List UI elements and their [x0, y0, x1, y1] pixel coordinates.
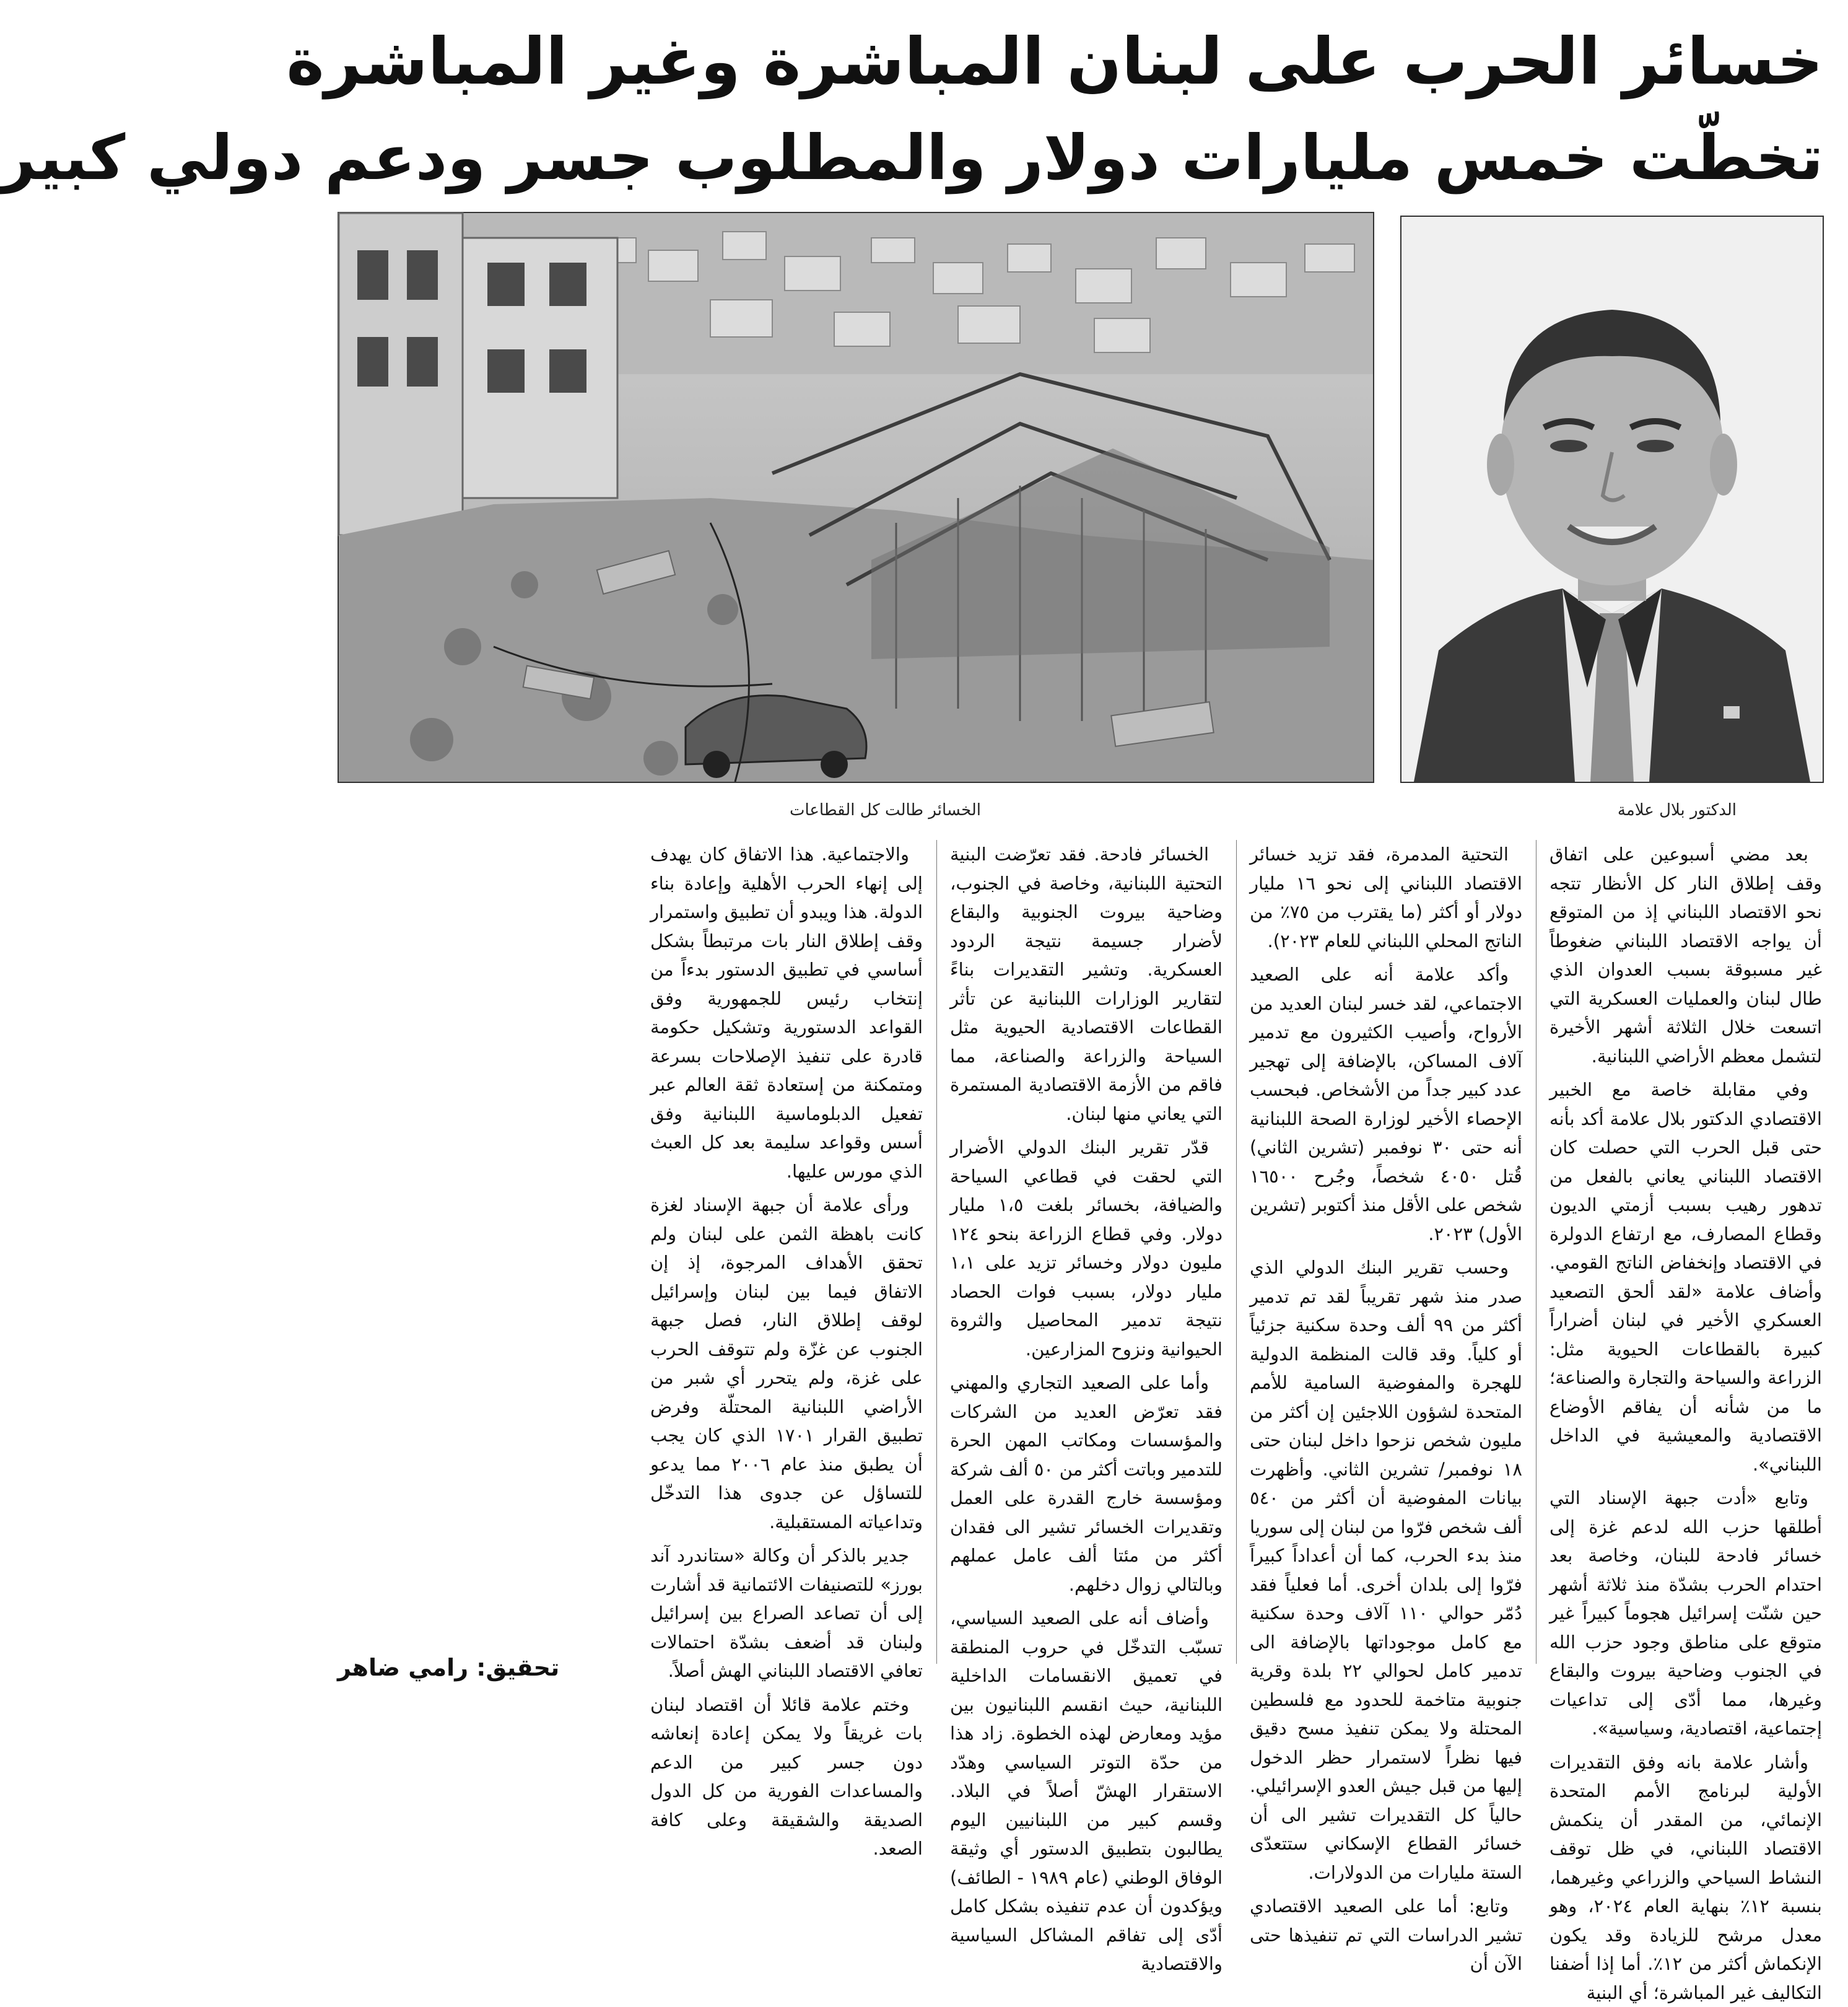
- article-column-3: [950, 840, 1223, 1664]
- paragraph: ورأى علامة أن جبهة الإسناد لغزة كانت باهظة الثمن على لبنان ولم تحقق الأهداف المرجوة، إذ إن الاتفاق فيما بين لبنان وإسرائيل لوقف إطلاق النار، فصل جبهة الجنوب عن غزّة ولم تتوقف الحرب على غزة، ولم يتحرر أي شبر من الأراضي اللبنانية المحتلّة وفرض تطبيق القرار ١٧٠١ الذي كان يجب أن يطبق منذ عام ٢٠٠٦ مما يدعو للتساؤل عن جدوى هذا التدخّل وتداعياته المستقبلية.: [650, 1191, 923, 1536]
- paragraph: وفي مقابلة خاصة مع الخبير الاقتصادي الدكتور بلال علامة أكد بأنه حتى قبل الحرب التي حصلت كان الاقتصاد اللبناني يعاني بالفعل من تدهور رهيب بسبب أزمتي الديون وقطاع المصارف، مع ارتفاع الدولرة في الاقتصاد وإنخفاض الناتج القومي. وأضاف علامة «لقد ألحق التصعيد العسكري الأخير في لبنان أضراراً كبيرة بالقطاعات الحيوية مثل: الزراعة والسياحة والتجارة والصناعة؛ ما من شأنه أن يفاقم الأوضاع الاقتصادية والمعيشية في الداخل اللبناني».: [1549, 1075, 1822, 1479]
- destruction-photo: [338, 212, 1374, 783]
- paragraph: والاجتماعية. هذا الاتفاق كان يهدف إلى إنهاء الحرب الأهلية وإعادة بناء الدولة. هذا ويبدو أن تطبيق واستمرار وقف إطلاق النار بات مرتبطاً بشكل أساسي في تطبيق الدستور بدءاً من إنتخاب رئيس للجمهورية وفق القواعد الدستورية وتشكيل حكومة قادرة على تنفيذ الإصلاحات بسرعة ومتمكنة من إستعادة ثقة العالم عبر تفعيل الدبلوماسية اللبنانية وفق أسس وقواعد سليمة بعد كل العبث الذي مورس عليها.: [650, 840, 923, 1186]
- article-column-4: [650, 840, 923, 1664]
- paragraph: وأما على الصعيد التجاري والمهني فقد تعرّض العديد من الشركات والمؤسسات ومكاتب المهن الحرة للتدمير وباتت أكثر من ٥٠ ألف شركة ومؤسسة خارج القدرة على العمل وتقديرات الخسائر تشير الى فقدان أكثر من مئتا ألف عامل عملهم وبالتالي زوال دخلهم.: [950, 1368, 1223, 1599]
- headline-line-2: تخطّت خمس مليارات دولار والمطلوب جسر ودعم دولي كبير: [338, 112, 1823, 204]
- byline: تحقيق: رامي ضاهر: [338, 1650, 564, 1685]
- column-divider: [1236, 840, 1237, 1664]
- paragraph: بعد مضي أسبوعين على اتفاق وقف إطلاق النار كل الأنظار تتجه نحو الاقتصاد اللبناني إذ من المتوقع أن يواجه الاقتصاد اللبناني ضغوطاً غير مسبوقة بسبب العدوان الذي طال لبنان والعمليات العسكرية التي اتسعت خلال الثلاثة أشهر الأخيرة لتشمل معظم الأراضي اللبنانية.: [1549, 840, 1822, 1070]
- paragraph: الخسائر فادحة. فقد تعرّضت البنية التحتية اللبنانية، وخاصة في الجنوب، وضاحية بيروت الجنوبية والبقاع لأضرار جسيمة نتيجة الردود العسكرية. وتشير التقديرات بناءً لتقارير الوزارات اللبنانية عن تأثر القطاعات الاقتصادية الحيوية مثل السياحة والزراعة والصناعة، مما فاقم من الأزمة الاقتصادية المستمرة التي يعاني منها لبنان.: [950, 840, 1223, 1128]
- paragraph: وختم علامة قائلا أن اقتصاد لبنان بات غريقاً ولا يمكن إعادة إنعاشه دون جسر كبير من الدعم والمساعدات الفورية من كل الدول الصديقة والشقيقة وعلى كافة الصعد.: [650, 1690, 923, 1863]
- article-column-1: [1549, 840, 1822, 1664]
- headline-line-1: خسائر الحرب على لبنان المباشرة وغير المباشرة: [338, 15, 1823, 108]
- paragraph: وأكد علامة أنه على الصعيد الاجتماعي، لقد خسر لبنان العديد من الأرواح، وأصيب الكثيرون مع تدمير آلاف المساكن، بالإضافة إلى تهجير عدد كبير جداً من الأشخاص. فبحسب الإحصاء الأخير لوزارة الصحة اللبنانية أنه حتى ٣٠ نوفمبر (تشرين الثاني) قُتل ٤٠٥٠ شخصاً، وجُرح ١٦٥٠٠ شخص على الأقل منذ أكتوبر (تشرين الأول) ٢٠٢٣.: [1250, 960, 1522, 1248]
- column-divider: [936, 840, 937, 1664]
- portrait-caption: الدكتور بلال علامة: [1618, 798, 1737, 823]
- paragraph: قدّر تقرير البنك الدولي الأضرار التي لحقت في قطاعي السياحة والضيافة، بخسائر بلغت ١،٥ مليار دولار. وفي قطاع الزراعة بنحو ١٢٤ مليون دولار وخسائر تزيد على ١،١ مليار دولار، بسبب فوات الحصاد نتيجة تدمير المحاصيل والثروة الحيوانية ونزوح المزارعين.: [950, 1133, 1223, 1363]
- paragraph: وتابع: أما على الصعيد الاقتصادي تشير الدراسات التي تم تنفيذها حتى الآن أن: [1250, 1892, 1522, 1979]
- portrait-photo: [1400, 216, 1824, 783]
- photo-caption: الخسائر طالت كل القطاعات: [790, 798, 981, 823]
- paragraph: وتابع «أدت جبهة الإسناد التي أطلقها حزب الله لدعم غزة إلى خسائر فادحة للبنان، وخاصة بعد احتدام الحرب بشدّة منذ ثلاثة أشهر حين شنّت إسرائيل هجوماً كبيراً غير متوقع على مناطق وجود حزب الله في الجنوب وضاحية بيروت والبقاع وغيرها، مما أدّى إلى تداعيات إجتماعية، اقتصادية، وسياسية».: [1549, 1484, 1822, 1743]
- paragraph: التحتية المدمرة، فقد تزيد خسائر الاقتصاد اللبناني إلى نحو ١٦ مليار دولار أو أكثر (ما يقترب من ٧٥٪ من الناتج المحلي اللبناني للعام ٢٠٢٣).: [1250, 840, 1522, 955]
- paragraph: جدير بالذكر أن وكالة «ستاندرد آند بورز» للتصنيفات الائتمانية قد أشارت إلى أن تصاعد الصراع بين إسرائيل ولبنان قد أضعف بشدّة احتمالات تعافي الاقتصاد اللبناني الهش أصلاً.: [650, 1541, 923, 1686]
- article-column-2: [1250, 840, 1522, 1664]
- paragraph: وأشار علامة بانه وفق التقديرات الأولية لبرنامج الأمم المتحدة الإنمائي، من المقدر أن ينكمش الاقتصاد اللبناني، في ظل توقف النشاط السياحي والزراعي وغيرهما، بنسبة ١٢٪ بنهاية العام ٢٠٢٤، وهو معدل مرشح للزيادة وقد يكون الإنكماش أكثر من ١٢٪. أما إذا أضفنا التكاليف غير المباشرة؛ أي البنية: [1549, 1748, 1822, 2007]
- paragraph: وحسب تقرير البنك الدولي الذي صدر منذ شهر تقريباً لقد تم تدمير أكثر من ٩٩ ألف وحدة سكنية جزئياً أو كلياً. وقد قالت المنظمة الدولية للهجرة والمفوضية السامية للأمم المتحدة لشؤون اللاجئين إن أكثر من مليون شخص نزحوا داخل لبنان حتى ١٨ نوفمبر/ تشرين الثاني. وأظهرت بيانات المفوضية أن أكثر من ٥٤٠ ألف شخص فرّوا من لبنان إلى سوريا منذ بدء الحرب، كما أن أعداداً كبيراً فرّوا إلى بلدان أخرى. أما فعلياً فقد دُمّر حوالي ١١٠ آلاف وحدة سكنية مع كامل موجوداتها بالإضافة الى تدمير كامل لحوالي ٢٢ بلدة وقرية جنوبية متاخمة للحدود مع فلسطين المحتلة ولا يمكن تنفيذ مسح دقيق فيها نظراً لاستمرار حظر الدخول إليها من قبل جيش العدو الإسرائيلي. حالياً كل التقديرات تشير الى أن خسائر القطاع الإسكاني ستتعدّى الستة مليارات من الدولارات.: [1250, 1253, 1522, 1887]
- paragraph: وأضاف أنه على الصعيد السياسي، تسبّب التدخّل في حروب المنطقة في تعميق الانقسامات الداخلية اللبنانية، حيث انقسم اللبنانيون بين مؤيد ومعارض لهذه الخطوة. زاد هذا من حدّة التوتر السياسي وهدّد الاستقرار الهشّ أصلاً في البلاد. وقسم كبير من اللبنانيين اليوم يطالبون بتطبيق الدستور أي وثيقة الوفاق الوطني (عام ١٩٨٩ - الطائف) ويؤكدون أن عدم تنفيذه بشكل كامل أدّى إلى تفاقم المشاكل السياسية والاقتصادية: [950, 1604, 1223, 1979]
